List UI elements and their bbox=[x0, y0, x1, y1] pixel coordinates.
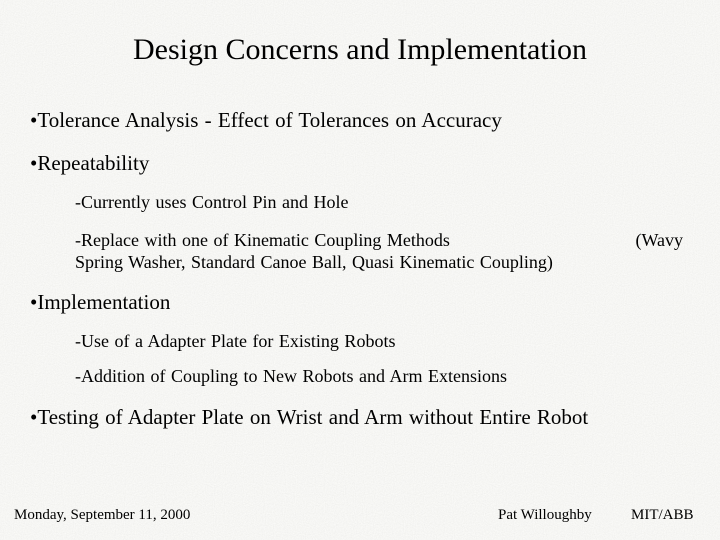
bullet-implementation: •Implementation bbox=[30, 290, 171, 314]
slide-title: Design Concerns and Implementation bbox=[132, 33, 588, 66]
subbullet-replace-line2: Spring Washer, Standard Canoe Ball, Quasi Kinematic Coupling) bbox=[75, 252, 553, 272]
bullet-testing: •Testing of Adapter Plate on Wrist and Arm without Entire Robot bbox=[30, 405, 589, 429]
footer-date: Monday, September 11, 2000 bbox=[14, 507, 191, 523]
bullet-tolerance-analysis: •Tolerance Analysis - Effect of Tolerances on Accuracy bbox=[30, 108, 502, 132]
subbullet-replace-line1 bbox=[75, 231, 683, 249]
subbullet-replace-line1-left: -Replace with one of Kinematic Coupling Methods bbox=[75, 230, 450, 250]
footer-affiliation: MIT/ABB bbox=[631, 507, 694, 523]
subbullet-adapter-plate: -Use of a Adapter Plate for Existing Robots bbox=[75, 331, 396, 351]
subbullet-replace-line1-right: (Wavy bbox=[635, 230, 683, 250]
subbullet-control-pin: -Currently uses Control Pin and Hole bbox=[75, 192, 349, 212]
footer-author: Pat Willoughby bbox=[498, 507, 592, 523]
bullet-repeatability: •Repeatability bbox=[30, 151, 150, 175]
subbullet-addition-coupling: -Addition of Coupling to New Robots and Arm Extensions bbox=[75, 366, 507, 386]
